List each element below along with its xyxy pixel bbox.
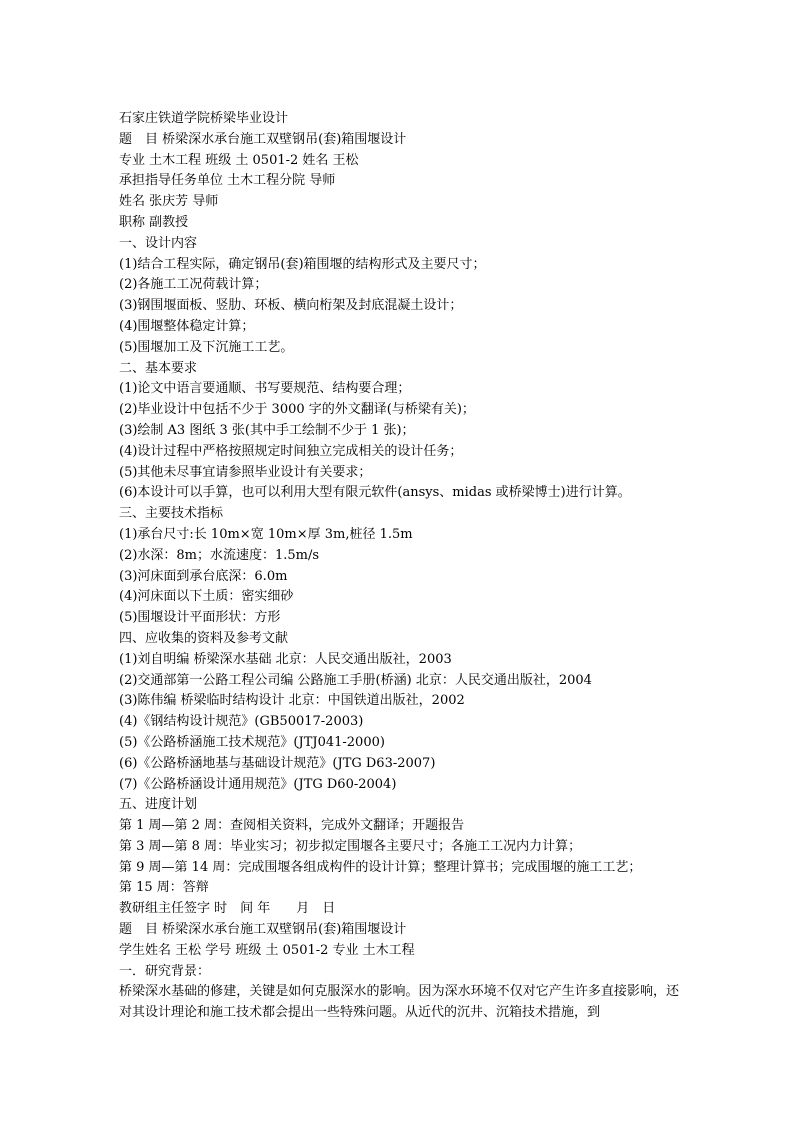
list-item: (1)结合工程实际，确定钢吊(套)箱围堰的结构形式及主要尺寸； (119, 256, 486, 272)
reference-item: (1)刘自明编 桥梁深水基础 北京：人民交通出版社，2003 (119, 651, 452, 667)
doc-supervisor-title: 职称 副教授 (119, 214, 189, 230)
section-heading-background: 一．研究背景： (119, 963, 211, 979)
reference-item: (5)《公路桥涵施工技术规范》(JTJ041-2000) (119, 734, 385, 750)
signature-line: 教研组主任签字 时 间 年 月 日 (119, 901, 336, 917)
list-item: (4)围堰整体稳定计算； (119, 318, 255, 334)
reference-item: (2)交通部第一公路工程公司编 公路施工手册(桥涵) 北京：人民交通出版社，2004 (119, 672, 592, 688)
background-paragraph: 桥梁深水基础的修建，关键是如何克服深水的影响。因为深水环境不仅对它产生许多直接影响，还对其设计理论和施工技术都会提出一些特殊问题。从近代的沉井、沉箱技术措施，到 (119, 984, 679, 1021)
list-item: (6)本设计可以手算，也可以利用大型有限元软件(ansys、midas 或桥梁博士)进行计算。 (119, 485, 631, 501)
list-item: (3)河床面到承台底深：6.0m (119, 568, 288, 584)
list-item: (3)钢围堰面板、竖肋、环板、横向桁架及封底混凝土设计； (119, 298, 463, 314)
schedule-item: 第 15 周：答辩 (119, 880, 209, 896)
list-item: (3)绘制 A3 图纸 3 张(其中手工绘制不少于 1 张)； (119, 422, 415, 438)
list-item: (5)围堰加工及下沉施工工艺。 (119, 339, 294, 355)
reference-item: (4)《钢结构设计规范》(GB50017-2003) (119, 714, 364, 730)
section-heading-design-content: 一、设计内容 (119, 235, 198, 251)
section-heading-references: 四、应收集的资料及参考文献 (119, 630, 289, 646)
list-item: (1)论文中语言要通顺、书写要规范、结构要合理； (119, 381, 411, 397)
doc-supervisor-name: 姓名 张庆芳 导师 (119, 194, 219, 210)
reference-item: (6)《公路桥涵地基与基础设计规范》(JTG D63-2007) (119, 755, 436, 771)
list-item: (2)水深：8m；水流速度：1.5m/s (119, 547, 320, 563)
document-body (119, 109, 679, 1024)
doc-supervisor-unit: 承担指导任务单位 土木工程分院 导师 (119, 173, 336, 189)
report-topic: 题 目 桥梁深水承台施工双壁钢吊(套)箱围堰设计 (119, 922, 407, 938)
doc-topic: 题 目 桥梁深水承台施工双壁钢吊(套)箱围堰设计 (119, 131, 407, 147)
section-heading-schedule: 五、进度计划 (119, 797, 198, 813)
list-item: (4)河床面以下土质：密实细砂 (119, 589, 294, 605)
doc-heading-school: 石家庄铁道学院桥梁毕业设计 (119, 111, 289, 126)
list-item: (1)承台尺寸:长 10m×宽 10m×厚 3m,桩径 1.5m (119, 526, 413, 542)
section-heading-technical-indicators: 三、主要技术指标 (119, 506, 224, 522)
schedule-item: 第 1 周—第 2 周：查阅相关资料，完成外文翻译；开题报告 (119, 818, 465, 834)
reference-item: (7)《公路桥涵设计通用规范》(JTG D60-2004) (119, 776, 397, 792)
schedule-item: 第 3 周—第 8 周：毕业实习；初步拟定围堰各主要尺寸；各施工工况内力计算； (119, 838, 582, 854)
list-item: (2)各施工工况荷载计算； (119, 277, 268, 293)
schedule-item: 第 9 周—第 14 周：完成围堰各组成构件的设计计算；整理计算书；完成围堰的施工工艺； (119, 859, 642, 875)
report-student-info: 学生姓名 王松 学号 班级 土 0501-2 专业 土木工程 (119, 942, 415, 958)
section-heading-basic-requirements: 二、基本要求 (119, 360, 198, 376)
list-item: (4)设计过程中严格按照规定时间独立完成相关的设计任务； (119, 443, 463, 459)
doc-student-info: 专业 土木工程 班级 土 0501-2 姓名 王松 (119, 152, 359, 168)
list-item: (2)毕业设计中包括不少于 3000 字的外文翻译(与桥梁有关)； (119, 402, 475, 418)
list-item: (5)其他未尽事宜请参照毕业设计有关要求； (119, 464, 372, 480)
reference-item: (3)陈伟编 桥梁临时结构设计 北京：中国铁道出版社，2002 (119, 693, 465, 709)
list-item: (5)围堰设计平面形状：方形 (119, 610, 281, 626)
